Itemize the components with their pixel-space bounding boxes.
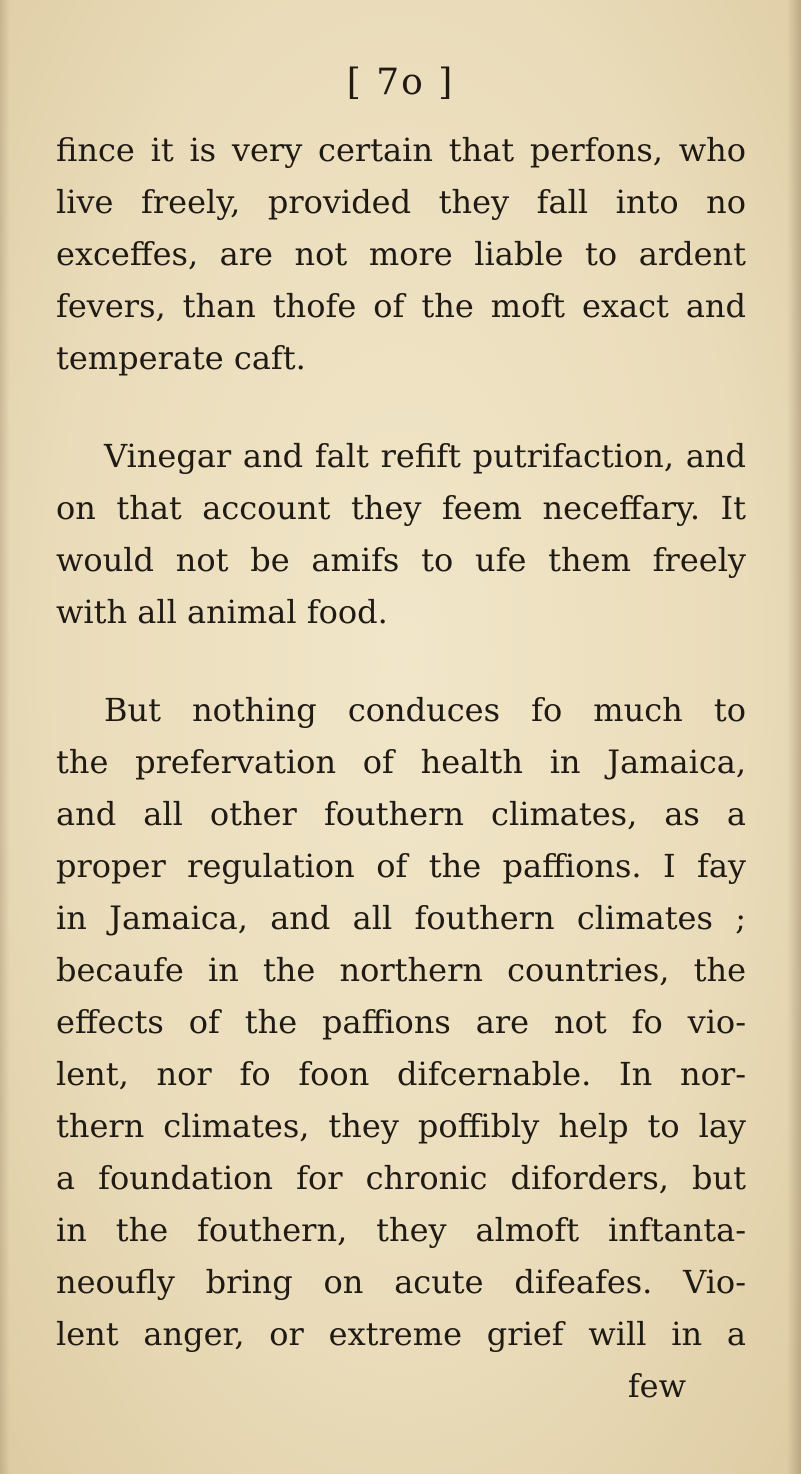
- text-line: fince it is very certain that perfons, who: [56, 131, 746, 169]
- text-line: and all other fouthern climates, as a: [56, 795, 746, 833]
- text-line: the prefervation of health in Jamaica,: [56, 743, 746, 781]
- text-line: temperate caft.: [56, 339, 306, 377]
- page-right-edge: [787, 0, 801, 1474]
- text-line: lent anger, or extreme grief will in a: [56, 1315, 746, 1353]
- text-line: thern climates, they poffibly help to lay: [56, 1107, 746, 1145]
- text-line: Vinegar and falt refift putrifaction, and: [104, 437, 746, 475]
- paragraph-1: [56, 124, 746, 384]
- text-line: on that account they feem neceffary. It: [56, 489, 746, 527]
- text-line: exceffes, are not more liable to ardent: [56, 235, 746, 273]
- page-number-header: [ 7o ]: [346, 62, 455, 103]
- catchword: few: [627, 1367, 686, 1405]
- text-line: live freely, provided they fall into no: [56, 183, 746, 221]
- text-line: in the fouthern, they almoft inftanta-: [56, 1211, 746, 1249]
- text-line: But nothing conduces fo much to: [104, 691, 746, 729]
- text-line: fevers, than thofe of the moft exact and: [56, 287, 746, 325]
- text-line: would not be amifs to ufe them freely: [56, 541, 746, 579]
- text-line: proper regulation of the paffions. I fay: [56, 847, 746, 885]
- text-line: effects of the paffions are not fo vio-: [56, 1003, 746, 1041]
- paragraph-2: [56, 430, 746, 638]
- text-line: becaufe in the northern countries, the: [56, 951, 746, 989]
- page-left-edge: [0, 0, 10, 1474]
- body-text: [56, 124, 746, 1412]
- text-line: neoufly bring on acute difeafes. Vio-: [56, 1263, 746, 1301]
- text-line: in Jamaica, and all fouthern climates ;: [56, 899, 746, 937]
- paragraph-3: [56, 684, 746, 1360]
- text-line: with all animal food.: [56, 593, 388, 631]
- text-line: a foundation for chronic diforders, but: [56, 1159, 746, 1197]
- text-line: lent, nor fo foon difcernable. In nor-: [56, 1055, 746, 1093]
